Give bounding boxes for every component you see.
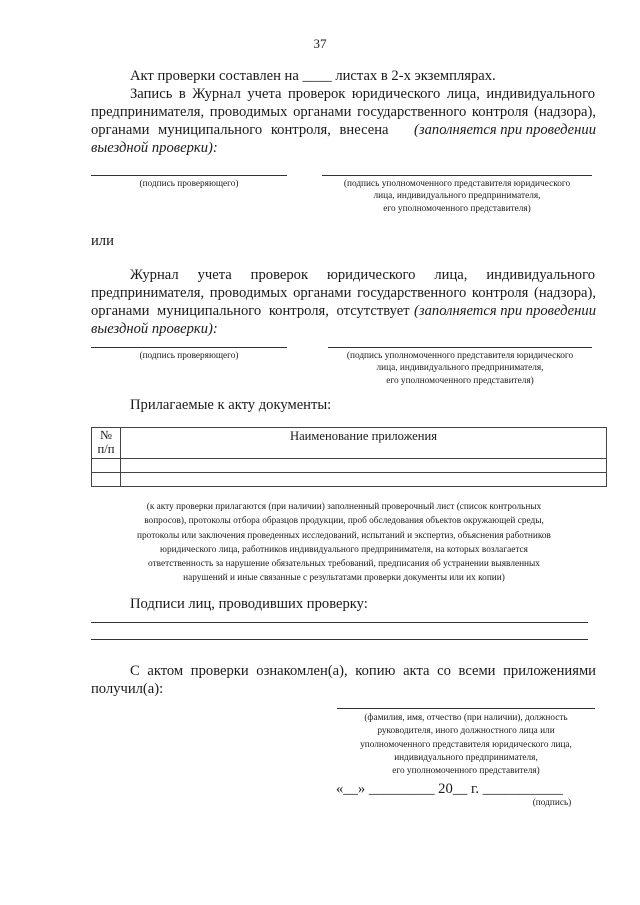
table-cell-name[interactable]: [121, 459, 607, 473]
recipient-caption-line: (фамилия, имя, отчество (при наличии), должность: [364, 713, 568, 723]
attachments-note-line: (к акту проверки прилагаются (при наличии) заполненный проверочный лист (список контрольных: [146, 502, 542, 512]
journal-entry-line-1: Запись в Журнал учета проверок юридического лица, индивидуального: [130, 86, 595, 102]
attachments-note-line: юридического лица, работников индивидуального предпринимателя, на которых возлагается: [160, 544, 528, 555]
table-cell-num[interactable]: [92, 459, 121, 473]
table-row: [92, 459, 607, 473]
representative-caption-1: [322, 178, 592, 215]
act-pages-line: Акт проверки составлен на ____ листах в 2-х экземплярах.: [130, 68, 496, 84]
journal-absent-line-3: [91, 302, 596, 320]
or-label: или: [91, 233, 114, 249]
inspector-signature-line-2[interactable]: [91, 347, 287, 348]
acquainted-line-2: получил(а):: [91, 681, 164, 697]
journal-entry-line-3-italic: (заполняется при проведении: [414, 122, 596, 138]
date-signature-line[interactable]: «__» _________ 20__ г. ___________: [336, 781, 563, 797]
table-row: [92, 473, 607, 487]
recipient-caption-line: индивидуального предпринимателя,: [394, 752, 538, 763]
representative-caption-2-line: (подпись уполномоченного представителя юридического: [346, 351, 574, 361]
attachments-heading: Прилагаемые к акту документы:: [130, 397, 332, 413]
num-header-line-1: №: [99, 428, 113, 442]
representative-caption-2-line: его уполномоченного представителя): [386, 375, 534, 386]
attachments-note: [94, 500, 594, 586]
table-cell-num[interactable]: [92, 473, 121, 487]
representative-caption-1-line: его уполномоченного представителя): [383, 203, 531, 214]
signatures-heading: Подписи лиц, проводивших проверку:: [130, 596, 368, 612]
table-cell-name[interactable]: [121, 473, 607, 487]
attachments-table: [91, 427, 607, 487]
attachments-note-line: протоколы или заключения проведенных исследований, испытаний и экспертиз, объяснения работников: [137, 530, 551, 541]
journal-absent-line-3-text: органами муниципального контроля, отсутствует: [91, 303, 410, 319]
signature-caption: (подпись): [532, 798, 572, 808]
attachments-note-line: вопросов), протоколы отбора образцов продукции, проб обследования объектов окружающей среды,: [144, 516, 544, 527]
inspector-caption-1: (подпись проверяющего): [139, 179, 239, 189]
representative-caption-1-line: лица, индивидуального предпринимателя,: [373, 191, 541, 202]
representative-caption-2-line: лица, индивидуального предпринимателя,: [376, 363, 544, 374]
recipient-caption-line: его уполномоченного представителя): [392, 766, 540, 777]
inspector-signature-line-a[interactable]: [91, 622, 588, 623]
representative-caption-2: [328, 350, 592, 387]
journal-absent-line-2: предпринимателя, проводимых органами государственного контроля (надзора),: [91, 285, 596, 301]
num-header-line-2: п/п: [97, 442, 115, 456]
name-header-cell: Наименование приложения: [121, 428, 607, 459]
inspector-signature-line-b[interactable]: [91, 639, 588, 640]
attachments-note-line: нарушений и иные связанные с результатами проверки документы или их копии): [183, 573, 505, 584]
inspector-signature-line-1[interactable]: [91, 175, 287, 176]
representative-caption-1-line: (подпись уполномоченного представителя юридического: [343, 179, 571, 189]
recipient-line[interactable]: [337, 708, 595, 709]
acquainted-line-1: С актом проверки ознакомлен(а), копию акта со всеми приложениями: [130, 663, 596, 679]
recipient-caption-line: уполномоченного представителя юридического лица,: [360, 739, 572, 750]
journal-absent-line-3-italic: (заполняется при проведении: [414, 303, 596, 319]
attachments-table-header: [92, 428, 607, 459]
journal-entry-line-2: предпринимателя, проводимых органами государственного контроля (надзора),: [91, 104, 596, 120]
journal-entry-line-4: выездной проверки):: [91, 140, 218, 156]
page-number: 37: [313, 36, 327, 51]
num-header-cell: [92, 428, 121, 459]
journal-entry-line-3-text: органами муниципального контроля, внесена: [91, 122, 389, 138]
attachments-note-line: ответственность за нарушение обязательных требований, предписания об устранении выявленных: [148, 559, 540, 570]
recipient-caption: [337, 712, 595, 778]
journal-entry-line-3: [91, 121, 596, 139]
journal-absent-line-1: Журнал учета проверок юридического лица, индивидуального: [130, 267, 595, 283]
representative-signature-line-2[interactable]: [328, 347, 592, 348]
representative-signature-line-1[interactable]: [322, 175, 592, 176]
recipient-caption-line: руководителя, иного должностного лица или: [377, 726, 555, 737]
journal-absent-line-4: выездной проверки):: [91, 321, 218, 337]
inspector-caption-2: (подпись проверяющего): [139, 351, 239, 361]
